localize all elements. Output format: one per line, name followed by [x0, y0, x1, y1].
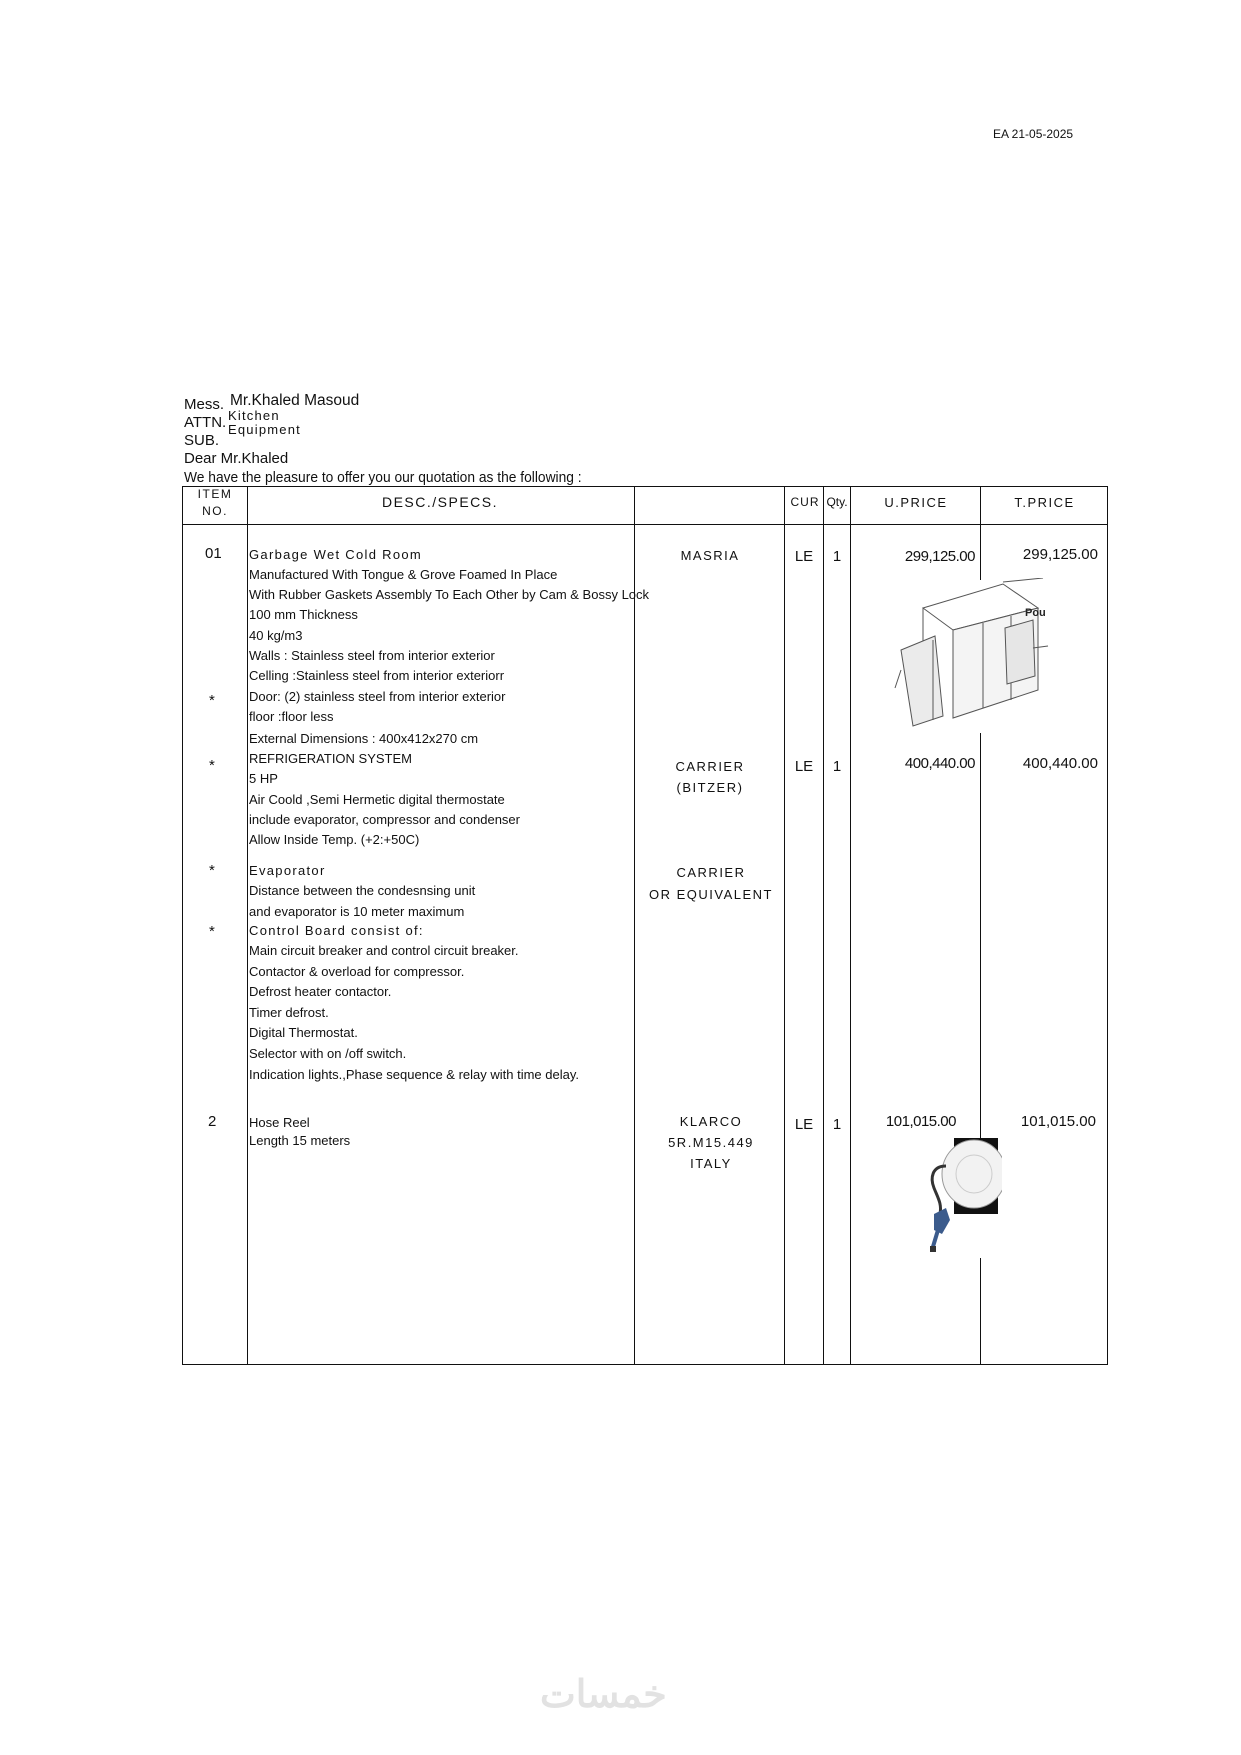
item-number: 01: [205, 545, 222, 562]
item-title: Control Board consist of:: [249, 923, 424, 938]
item-qty: 1: [832, 548, 842, 565]
item-spec-line: Walls : Stainless steel from interior exterior: [249, 648, 495, 663]
item-currency: LE: [794, 548, 814, 565]
table-header-divider: [182, 524, 1108, 525]
item-total-price: 299,125.00: [1022, 546, 1098, 563]
item-spec-line: include evaporator, compressor and condenser: [249, 812, 520, 827]
col-divider-brand: [784, 486, 785, 1365]
item-bullet: *: [209, 923, 215, 940]
item-spec-line: Contactor & overload for compressor.: [249, 964, 465, 979]
item-bullet: *: [209, 757, 215, 774]
item-brand: OR EQUIVALENT: [648, 887, 773, 902]
item-title: REFRIGERATION SYSTEM: [249, 751, 412, 766]
item-number: 2: [208, 1113, 217, 1130]
header-desc: DESC./SPECS.: [381, 494, 499, 510]
header-cur: CUR: [790, 495, 820, 509]
reference-number: EA 21-05-2025: [993, 127, 1074, 141]
col-divider-uprice-mid: [980, 733, 981, 1139]
item-spec-line: and evaporator is 10 meter maximum: [249, 904, 465, 919]
header-item-line2: NO.: [202, 504, 228, 518]
item-spec-line: Indication lights.,Phase sequence & relay with time delay.: [249, 1067, 579, 1082]
item-currency: LE: [794, 1116, 814, 1133]
item-spec-line: Allow Inside Temp. (+2:+50C): [249, 832, 420, 847]
item-unit-price: 101,015.00: [885, 1113, 956, 1130]
item-total-price: 400,440.00: [1022, 755, 1098, 772]
item-title: Garbage Wet Cold Room: [249, 547, 423, 562]
item-spec-line: 5 HP: [249, 771, 278, 786]
item-spec-line: With Rubber Gaskets Assembly To Each Other by Cam & Bossy Lock: [249, 587, 650, 602]
col-divider-uprice-top: [980, 486, 981, 580]
item-spec-line: Selector with on /off switch.: [249, 1046, 407, 1061]
header-qty: Qty.: [826, 495, 848, 509]
item-brand: KLARCO: [679, 1114, 743, 1129]
col-divider-item: [247, 486, 248, 1365]
item-spec-line: Timer defrost.: [249, 1005, 329, 1020]
item-spec-line: Main circuit breaker and control circuit breaker.: [249, 943, 519, 958]
col-divider-uprice-bottom: [980, 1258, 981, 1365]
cold-room-image: [893, 578, 1053, 738]
item-spec-line: External Dimensions : 400x412x270 cm: [249, 731, 479, 746]
col-divider-cur: [823, 486, 824, 1365]
attn-value-line2: Equipment: [228, 422, 301, 437]
mess-value: Mr.Khaled Masoud: [230, 392, 360, 409]
greeting: Dear Mr.Khaled: [184, 450, 289, 467]
cold-room-image-label: Pou: [1025, 607, 1046, 619]
header-tprice: T.PRICE: [1014, 495, 1075, 510]
item-brand: CARRIER: [675, 759, 745, 774]
item-currency: LE: [794, 758, 814, 775]
item-unit-price: 299,125.00: [904, 548, 975, 565]
item-brand: MASRIA: [680, 548, 740, 563]
item-spec-line: Defrost heater contactor.: [249, 984, 392, 999]
item-spec-line: floor :floor less: [249, 709, 334, 724]
item-spec-line: Length 15 meters: [249, 1133, 351, 1148]
item-brand: 5R.M15.449: [668, 1135, 754, 1150]
item-unit-price: 400,440.00: [904, 755, 975, 772]
item-qty: 1: [832, 1116, 842, 1133]
sub-label: SUB.: [184, 432, 220, 449]
attn-label: ATTN.: [184, 414, 227, 431]
item-spec-line: Digital Thermostat.: [249, 1025, 358, 1040]
item-total-price: 101,015.00: [1020, 1113, 1096, 1130]
item-spec-line: 40 kg/m3: [249, 628, 303, 643]
item-spec-line: 100 mm Thickness: [249, 607, 358, 622]
item-spec-line: Celling :Stainless steel from interior exteriorr: [249, 668, 505, 683]
mess-label: Mess.: [184, 396, 225, 413]
item-bullet: *: [209, 862, 215, 879]
item-spec-line: Manufactured With Tongue & Grove Foamed In Place: [249, 567, 558, 582]
col-divider-desc: [634, 486, 635, 1365]
attn-value-line1: Kitchen: [228, 408, 280, 423]
watermark-logo: خمسات: [540, 1674, 667, 1716]
hose-reel-image: [912, 1138, 1002, 1258]
item-qty: 1: [832, 758, 842, 775]
col-divider-qty: [850, 486, 851, 1365]
intro-text: We have the pleasure to offer you our quotation as the following :: [184, 469, 582, 486]
item-spec-line: Distance between the condesnsing unit: [249, 883, 476, 898]
item-brand: (BITZER): [676, 780, 744, 795]
header-item-line1: ITEM: [197, 487, 233, 501]
item-brand: CARRIER: [676, 865, 746, 880]
item-bullet: *: [209, 692, 215, 709]
item-title: Hose Reel: [249, 1115, 310, 1130]
header-uprice: U.PRICE: [884, 495, 948, 510]
item-brand: ITALY: [690, 1156, 732, 1171]
item-title: Evaporator: [249, 863, 326, 878]
item-spec-line: Air Coold ,Semi Hermetic digital thermostate: [249, 792, 505, 807]
item-spec-line: Door: (2) stainless steel from interior exterior: [249, 689, 506, 704]
